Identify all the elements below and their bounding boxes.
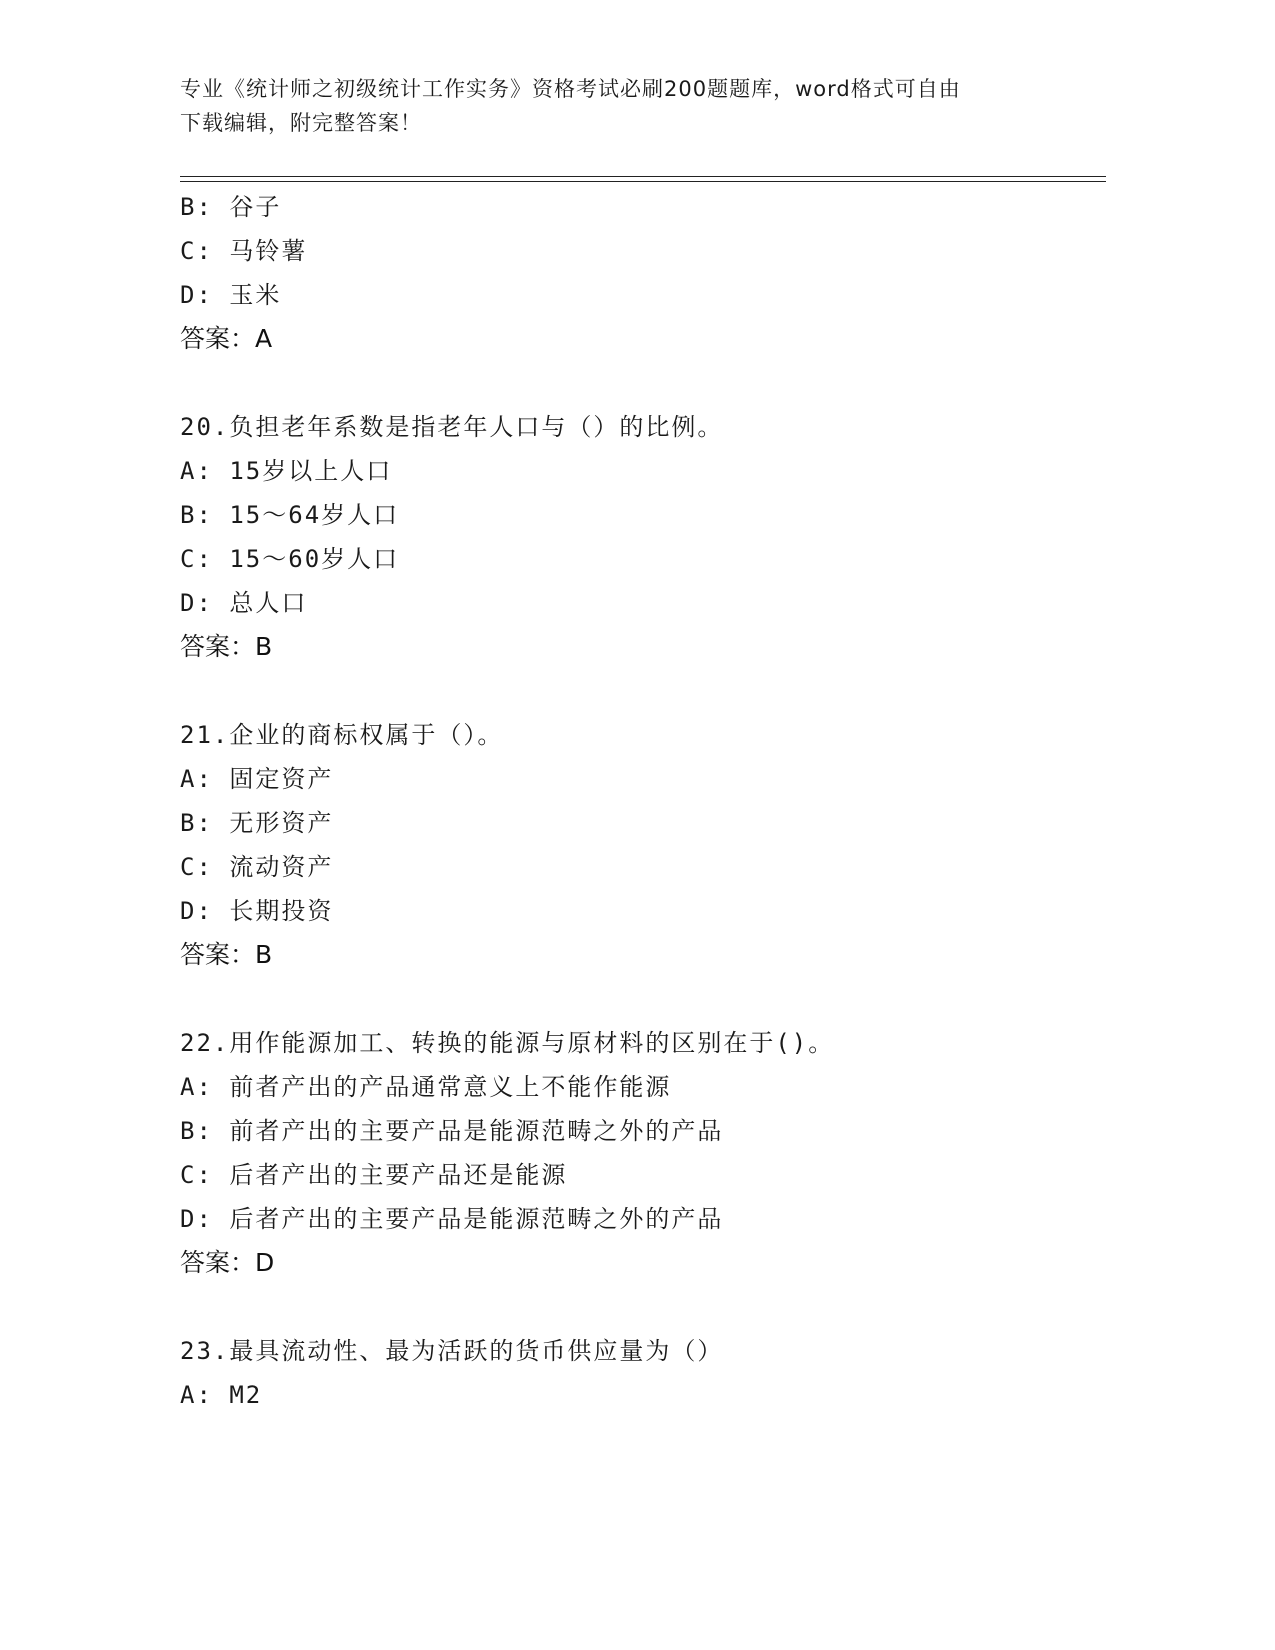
partial-question (180, 185, 1120, 361)
answer-line: 答案：A (180, 324, 273, 353)
option-a: A: 15岁以上人口 (180, 457, 393, 485)
option-b: B: 15～64岁人口 (180, 501, 400, 529)
spacer (180, 361, 1120, 405)
option-d: D: 长期投资 (180, 897, 334, 925)
spacer (180, 669, 1120, 713)
answer-line: 答案：B (180, 940, 273, 969)
question-stem: 23.最具流动性、最为活跃的货币供应量为（） (180, 1337, 724, 1365)
header-line-2: 下载编辑，附完整答案！ (180, 111, 422, 135)
header-line-1: 专业《统计师之初级统计工作实务》资格考试必刷200题题库，word格式可自由 (180, 77, 961, 101)
option-b: B: 前者产出的主要产品是能源范畴之外的产品 (180, 1117, 724, 1145)
option-a: A: 前者产出的产品通常意义上不能作能源 (180, 1073, 672, 1101)
option-a: A: M2 (180, 1381, 263, 1409)
option-c: C: 流动资产 (180, 853, 334, 881)
option-c: C: 后者产出的主要产品还是能源 (180, 1161, 568, 1189)
option-c: C: 15～60岁人口 (180, 545, 400, 573)
question-list (180, 185, 1120, 1417)
option-d: D: 玉米 (180, 281, 282, 309)
option-b: B: 无形资产 (180, 809, 334, 837)
question-stem: 21.企业的商标权属于（）。 (180, 721, 504, 749)
question-21 (180, 713, 1120, 977)
spacer (180, 977, 1120, 1021)
option-a: A: 固定资产 (180, 765, 334, 793)
header-divider-top (180, 176, 1106, 177)
question-23 (180, 1329, 1120, 1417)
option-c: C: 马铃薯 (180, 237, 308, 265)
question-stem: 20.负担老年系数是指老年人口与（）的比例。 (180, 413, 724, 441)
spacer (180, 1285, 1120, 1329)
option-d: D: 总人口 (180, 589, 308, 617)
answer-line: 答案：B (180, 632, 273, 661)
option-b: B: 谷子 (180, 193, 282, 221)
question-20 (180, 405, 1120, 669)
question-stem: 22.用作能源加工、转换的能源与原材料的区别在于()。 (180, 1029, 835, 1057)
document-header (180, 72, 1060, 140)
question-22 (180, 1021, 1120, 1285)
answer-line: 答案：D (180, 1248, 275, 1277)
option-d: D: 后者产出的主要产品是能源范畴之外的产品 (180, 1205, 724, 1233)
header-divider-bottom (180, 181, 1106, 182)
